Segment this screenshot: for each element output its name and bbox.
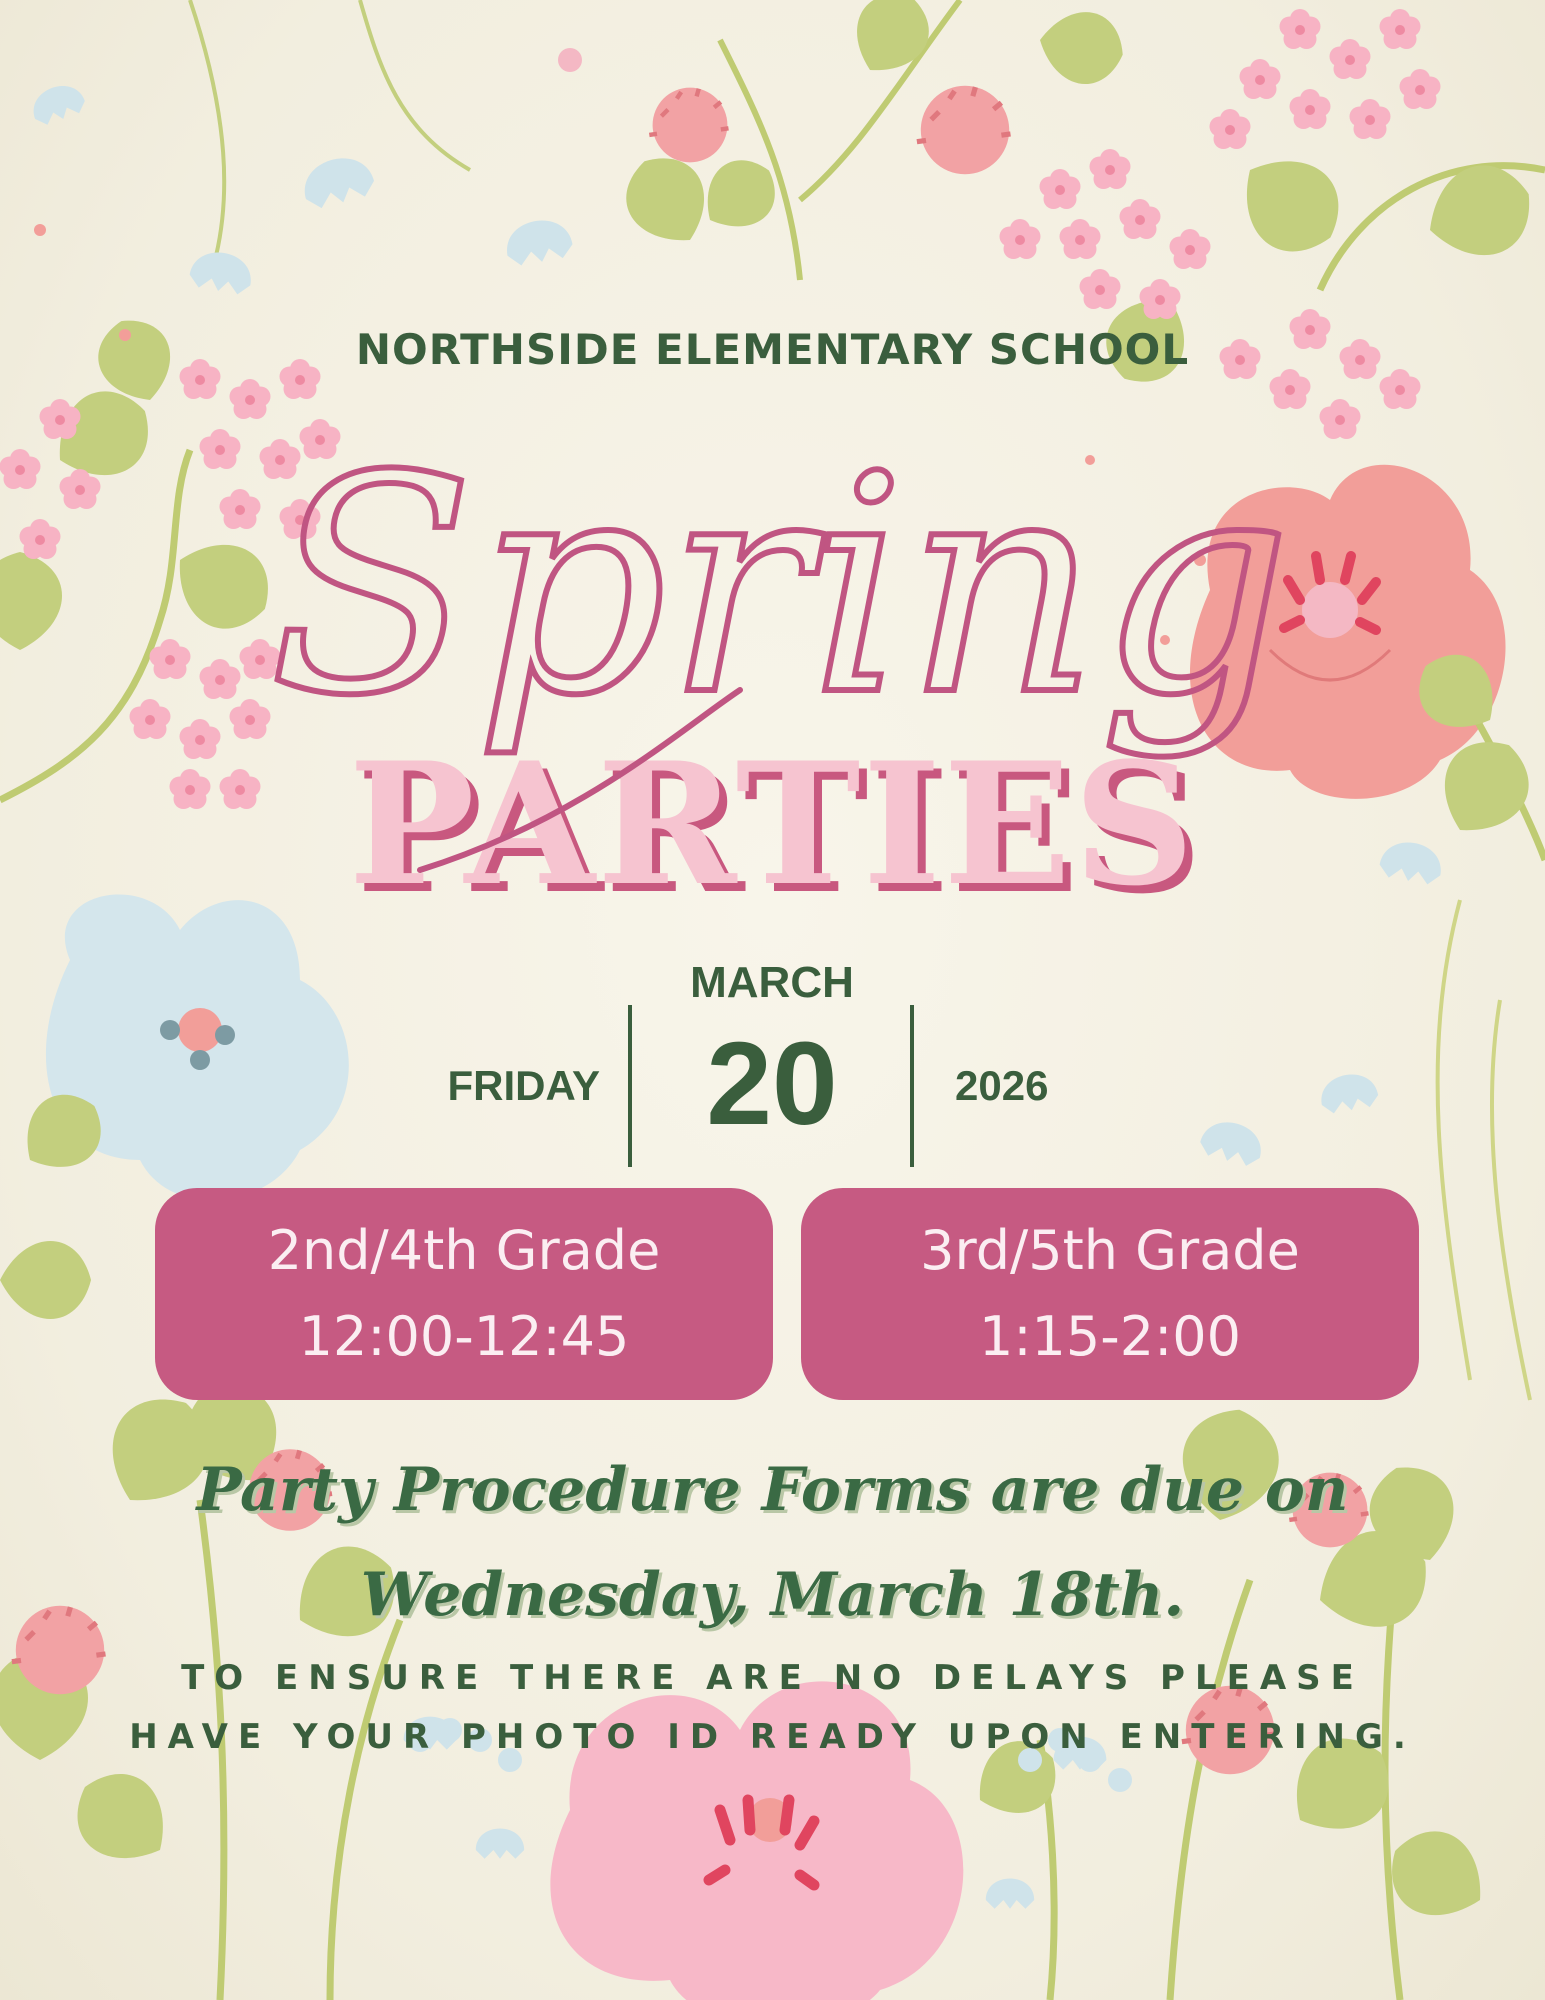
title-parties: PARTIES	[348, 725, 1197, 923]
session-time: 12:00-12:45	[298, 1305, 630, 1368]
id-notice-line1: TO ENSURE THERE ARE NO DELAYS PLEASE	[181, 1658, 1364, 1698]
title-spring-script	[268, 390, 1292, 910]
title-spring-text: Spring	[268, 412, 1292, 761]
date-weekday: FRIDAY	[447, 1062, 600, 1109]
date-year: 2026	[955, 1062, 1049, 1109]
session-card-early	[155, 1188, 773, 1400]
forms-note-line1: Party Procedure Forms are due on	[196, 1455, 1349, 1525]
id-notice-line2: HAVE YOUR PHOTO ID READY UPON ENTERING.	[129, 1717, 1416, 1757]
school-name: NORTHSIDE ELEMENTARY SCHOOL	[355, 325, 1190, 374]
date-day: 20	[706, 1018, 838, 1150]
date-divider-left	[628, 1005, 632, 1167]
session-grades: 2nd/4th Grade	[267, 1219, 661, 1282]
date-divider-right	[910, 1005, 914, 1167]
session-grades: 3rd/5th Grade	[920, 1219, 1300, 1282]
forms-note-line2: Wednesday, March 18th.	[360, 1560, 1185, 1630]
session-time: 1:15-2:00	[978, 1305, 1241, 1368]
date-month: MARCH	[690, 958, 854, 1007]
session-card-late	[801, 1188, 1419, 1400]
